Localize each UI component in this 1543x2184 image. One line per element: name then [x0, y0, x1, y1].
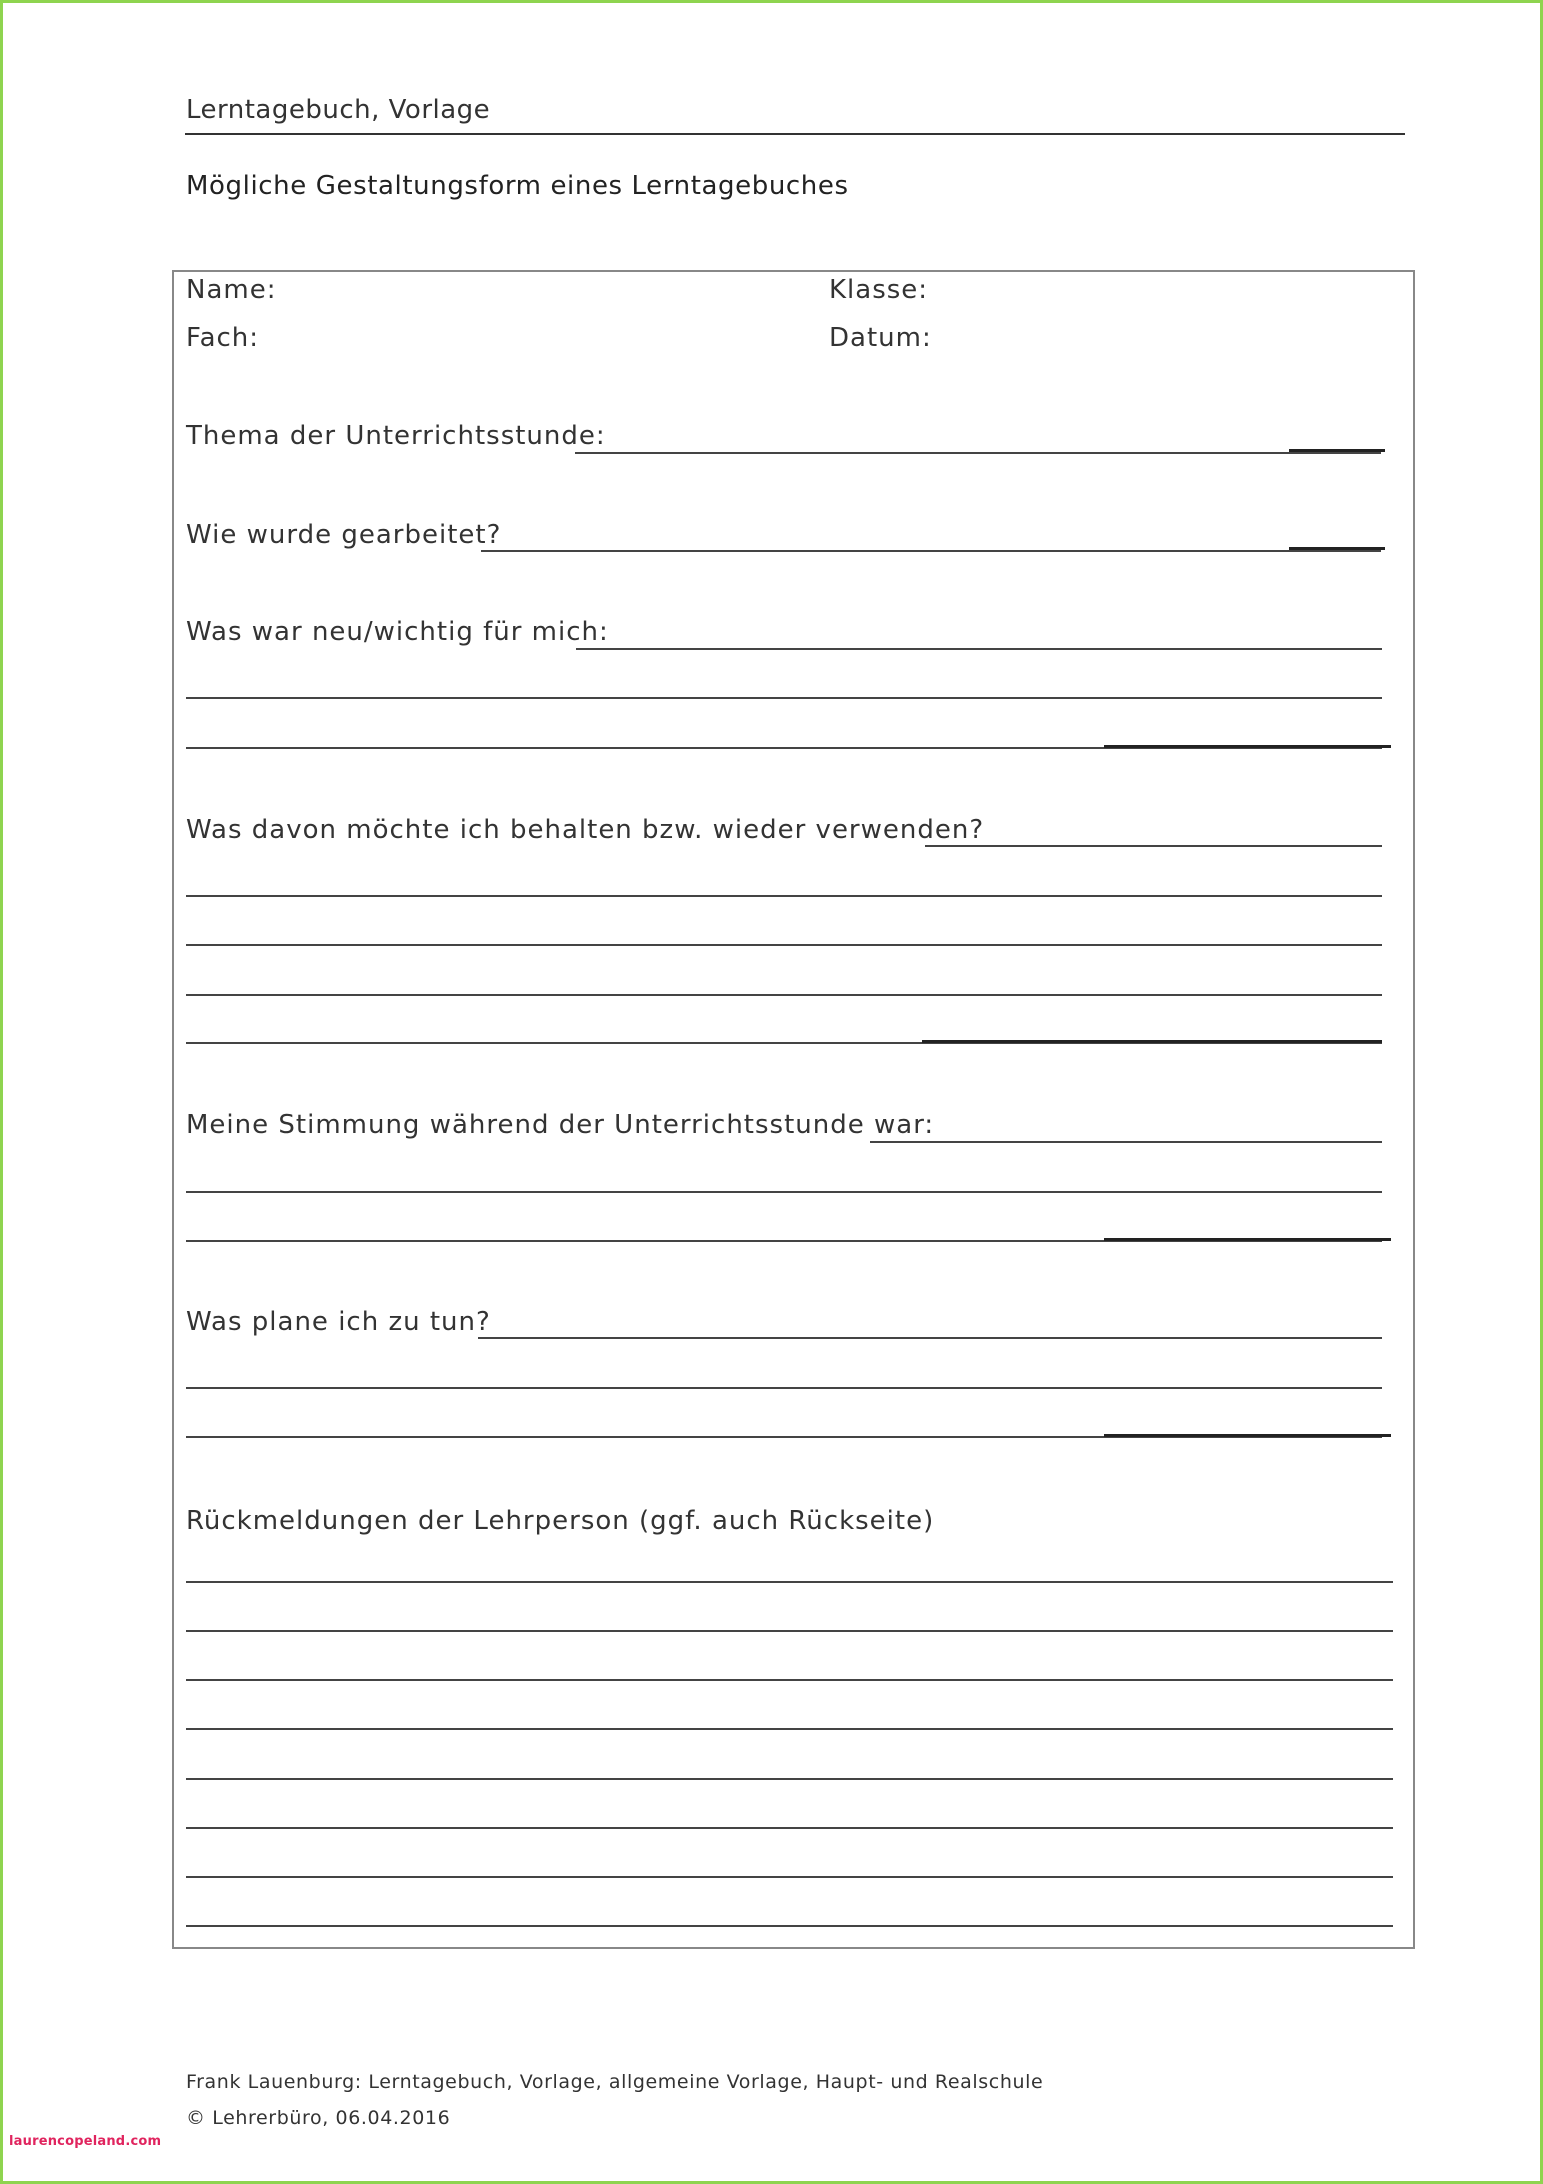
- answer-line[interactable]: [575, 452, 1381, 454]
- answer-line-end: [1289, 449, 1385, 452]
- name-label: Name:: [186, 275, 277, 305]
- answer-line[interactable]: [186, 944, 1382, 946]
- question-topic-label: Thema der Unterrichtsstunde:: [186, 421, 606, 451]
- answer-line[interactable]: [478, 1337, 1382, 1339]
- watermark-text: laurencopeland.com: [9, 2134, 162, 2149]
- question-plan-label: Was plane ich zu tun?: [186, 1307, 491, 1337]
- question-keep-label: Was davon möchte ich behalten bzw. wieder verwenden?: [186, 815, 985, 845]
- answer-line[interactable]: [186, 895, 1382, 897]
- header-title: Lerntagebuch, Vorlage: [186, 95, 491, 125]
- header-rule: [185, 133, 1405, 135]
- answer-line[interactable]: [481, 550, 1381, 552]
- klasse-label: Klasse:: [829, 275, 929, 305]
- datum-label: Datum:: [829, 323, 932, 353]
- feedback-line[interactable]: [186, 1778, 1393, 1780]
- page-subtitle: Mögliche Gestaltungsform eines Lerntagebuches: [186, 171, 849, 201]
- feedback-line[interactable]: [186, 1728, 1393, 1730]
- answer-line[interactable]: [186, 1191, 1382, 1193]
- answer-line[interactable]: [925, 845, 1382, 847]
- feedback-line[interactable]: [186, 1679, 1393, 1681]
- feedback-line[interactable]: [186, 1925, 1393, 1927]
- question-new-important-label: Was war neu/wichtig für mich:: [186, 617, 609, 647]
- answer-line[interactable]: [186, 994, 1382, 996]
- answer-line-end: [1289, 547, 1385, 550]
- question-method-label: Wie wurde gearbeitet?: [186, 520, 502, 550]
- answer-line[interactable]: [870, 1141, 1382, 1143]
- answer-line[interactable]: [186, 697, 1382, 699]
- answer-line-end: [922, 1040, 1382, 1043]
- feedback-line[interactable]: [186, 1876, 1393, 1878]
- answer-line-end: [1104, 1434, 1391, 1437]
- feedback-line[interactable]: [186, 1630, 1393, 1632]
- answer-line[interactable]: [576, 648, 1382, 650]
- answer-line[interactable]: [186, 1387, 1382, 1389]
- question-mood-label: Meine Stimmung während der Unterrichtsstunde war:: [186, 1110, 935, 1140]
- footer-source-text: Frank Lauenburg: Lerntagebuch, Vorlage, allgemeine Vorlage, Haupt- und Realschule: [186, 2071, 1044, 2093]
- footer-copyright-text: © Lehrerbüro, 06.04.2016: [186, 2107, 451, 2129]
- question-teacher-feedback-label: Rückmeldungen der Lehrperson (ggf. auch Rückseite): [186, 1506, 935, 1536]
- answer-line-end: [1104, 745, 1391, 748]
- fach-label: Fach:: [186, 323, 260, 353]
- answer-line-end: [1104, 1238, 1391, 1241]
- feedback-line[interactable]: [186, 1827, 1393, 1829]
- feedback-line[interactable]: [186, 1581, 1393, 1583]
